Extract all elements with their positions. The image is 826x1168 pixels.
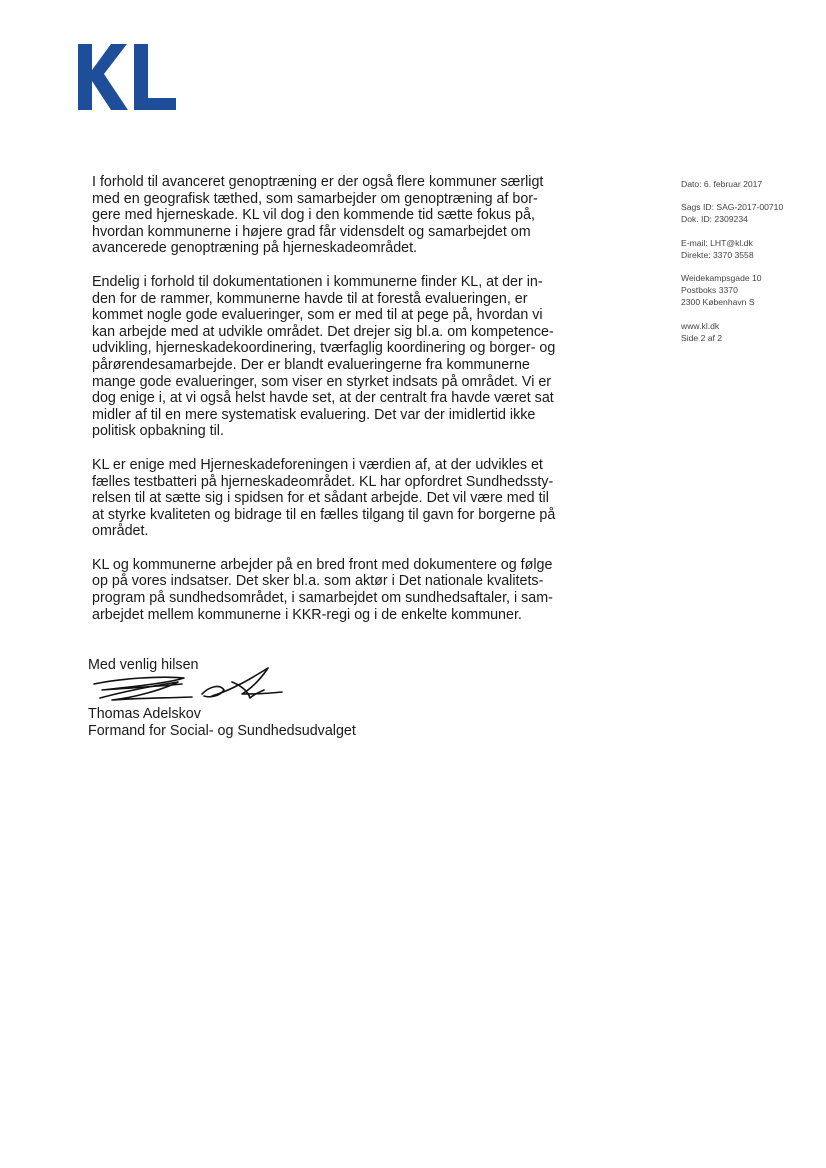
web-line: www.kl.dk <box>681 320 720 331</box>
pobox-line: Postboks 3370 <box>681 285 738 296</box>
paragraph-documentation: Endelig i forhold til dokumentationen i kommunerne finder KL, at der in- den for de rammer, kommunerne havde til at forestå evalueringen, er kommet nogle gode evalueringer, som er med til at pege på, hvordan vi kan arbejde med at udvikle området. Det drejer sig bl.a. om kompetence- udvikling, hjerneskadekoordinering, tværfaglig koordinering og borger- og pårørendesamarbejde. Der er blandt evalueringerne fra kommunerne mange gode evalueringer, som viser en styrket indsats på området. Vi er dog enige i, at vi også helst havde set, at der centralt fra havde været sat midler af til en mere systematisk evaluering. Det var der imidlertid ikke politisk opbakning til. <box>92 273 556 440</box>
web-group <box>681 320 821 344</box>
ids-group <box>681 201 821 225</box>
kl-logo-mark <box>78 44 178 110</box>
contact-group <box>681 237 821 261</box>
handwritten-signature <box>92 664 322 710</box>
phone-line: Direkte: 3370 3558 <box>681 249 754 260</box>
paragraph-rehab: I forhold til avanceret genoptræning er der også flere kommuner særligt med en geografisk tæthed, som samarbejder om genoptræning af bor- gere med hjerneskade. KL vil dog i den kommende tid sætte fokus på, hvordan kommunerne i højere grad får vidensdelt og samarbejdet om avancerede genoptræning på hjerneskadeområdet. <box>92 174 544 257</box>
doc-id-line: Dok. ID: 2309234 <box>681 214 748 225</box>
kl-logo <box>78 44 178 110</box>
city-line: 2300 København S <box>681 297 755 308</box>
email-line: E-mail: LHT@kl.dk <box>681 237 753 248</box>
paragraph-broad-front: KL og kommunerne arbejder på en bred front med dokumentere og følge op på vores indsatser. Det sker bl.a. som aktør i Det nationale kvalitets- program på sundhedsområdet, i samarbejdet om sundhedsaftaler, i sam- arbejdet mellem kommunerne i KKR-regi og i de enkelte kommuner. <box>92 556 553 623</box>
signer-title: Formand for Social- og Sundhedsudvalget <box>88 723 356 739</box>
street-line: Weidekampsgade 10 <box>681 273 762 284</box>
page-number: Side 2 af 2 <box>681 332 723 343</box>
signature-strokes <box>92 664 322 710</box>
case-id-line: Sags ID: SAG-2017-00710 <box>681 202 784 213</box>
greeting: Med venlig hilsen <box>88 657 199 673</box>
address-group <box>681 272 821 309</box>
signer-name: Thomas Adelskov <box>88 706 201 722</box>
sidebar-metadata <box>681 178 821 355</box>
signer-block <box>88 706 356 740</box>
date-line: Dato: 6. februar 2017 <box>681 179 763 189</box>
letter-body <box>92 174 562 640</box>
paragraph-test-battery: KL er enige med Hjerneskadeforeningen i værdien af, at der udvikles et fælles testbatteri på hjerneskadeområdet. KL har opfordret Sundhedssty- relsen til at sætte sig i spidsen for et sådant arbejde. Det vil være med til at styrke kvaliteten og bidrage til en fælles tilgang til gavn for borgerne på området. <box>92 456 556 540</box>
date-group <box>681 178 821 190</box>
